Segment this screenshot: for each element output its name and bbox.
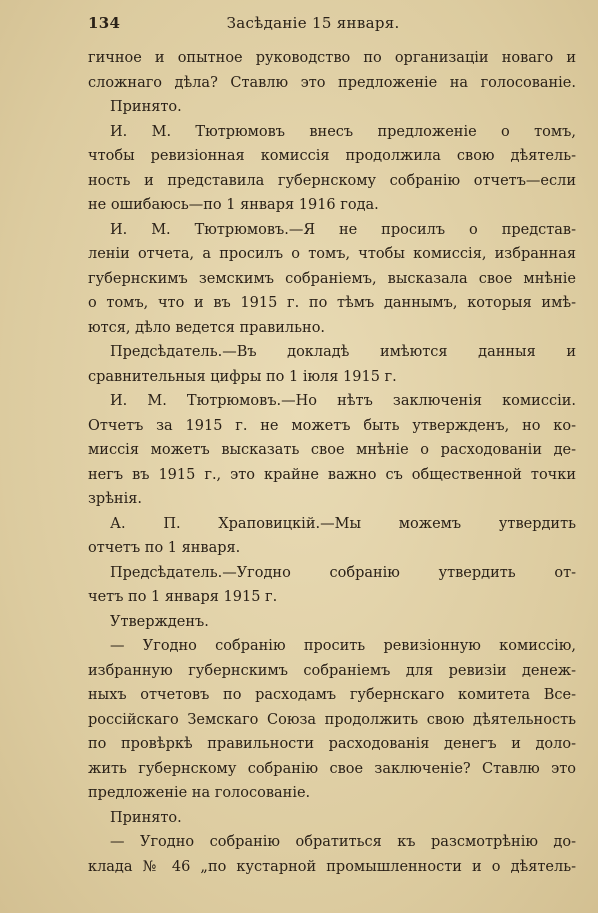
text-line: гичное и опытное руководство по организаціи новаго и	[88, 50, 576, 66]
text-line: избранную губернскимъ собраніемъ для ревизіи денеж-	[88, 662, 576, 679]
text-line: чтобы ревизіонная комиссія продолжила свою дѣятель-	[88, 148, 576, 164]
text-line: А. П. Храповицкій.—Мы можемъ утвердить	[110, 515, 576, 532]
page-body	[88, 46, 576, 879]
text-line: леніи отчета, а просилъ о томъ, чтобы комиссія, избранная	[88, 246, 576, 262]
text-line: ность и представила губернскому собранію отчетъ—если	[88, 172, 576, 189]
page-header	[88, 14, 576, 46]
text-line: ныхъ отчетовъ по расходамъ губернскаго комитета Все-	[88, 687, 576, 703]
text-line: не ошибаюсь—по 1 января 1916 года.	[88, 197, 379, 213]
text-line: сложнаго дѣла? Ставлю это предложеніе на голосованіе.	[88, 74, 576, 91]
text-line: миссія можетъ высказать свое мнѣніе о расходованіи де-	[88, 442, 576, 458]
text-line: Принято.	[110, 809, 182, 826]
text-line: И. М. Тютрюмовъ внесъ предложеніе о томъ,	[110, 123, 576, 140]
text-line: Принято.	[110, 99, 182, 115]
text-line: И. М. Тютрюмовъ.—Я не просилъ о представ-	[110, 221, 576, 238]
text-line: И. М. Тютрюмовъ.—Но нѣтъ заключенія комиссіи.	[110, 393, 576, 409]
text-line: Отчетъ за 1915 г. не можетъ быть утвержденъ, но ко-	[88, 417, 576, 434]
text-line: зрѣнія.	[88, 491, 142, 507]
text-line: — Угодно собранію обратиться къ разсмотрѣнію до-	[110, 834, 576, 850]
text-line: сравнительныя цифры по 1 іюля 1915 г.	[88, 368, 397, 385]
text-line: — Угодно собранію просить ревизіонную комиссію,	[110, 638, 576, 654]
text-line: предложеніе на голосованіе.	[88, 785, 311, 801]
text-line: четъ по 1 января 1915 г.	[88, 589, 278, 605]
text-line: негъ въ 1915 г., это крайне важно съ общественной точки	[88, 466, 576, 483]
text-line: Предсѣдатель.—Въ докладѣ имѣются данныя и	[110, 344, 576, 360]
text-line: жить губернскому собранію свое заключеніе? Ставлю это	[88, 760, 576, 777]
text-line: клада № 46 „по кустарной промышленности и о дѣятель-	[88, 858, 576, 875]
text-line: Утвержденъ.	[110, 613, 209, 630]
text-line: ются, дѣло ведется правильно.	[88, 319, 326, 336]
text-line: россійскаго Земскаго Союза продолжить свою дѣятельность	[88, 711, 576, 728]
text-line: губернскимъ земскимъ собраніемъ, высказала свое мнѣніе	[88, 270, 576, 287]
text-line: Предсѣдатель.—Угодно собранію утвердить от-	[110, 564, 576, 581]
text-line: отчетъ по 1 января.	[88, 540, 241, 556]
running-title: Засѣданіе 15 января.	[226, 14, 400, 32]
text-line: по провѣркѣ правильности расходованія денегъ и доло-	[88, 736, 576, 752]
text-line: о томъ, что и въ 1915 г. по тѣмъ даннымъ, которыя имѣ-	[88, 295, 576, 311]
page-number: 134	[88, 14, 121, 32]
